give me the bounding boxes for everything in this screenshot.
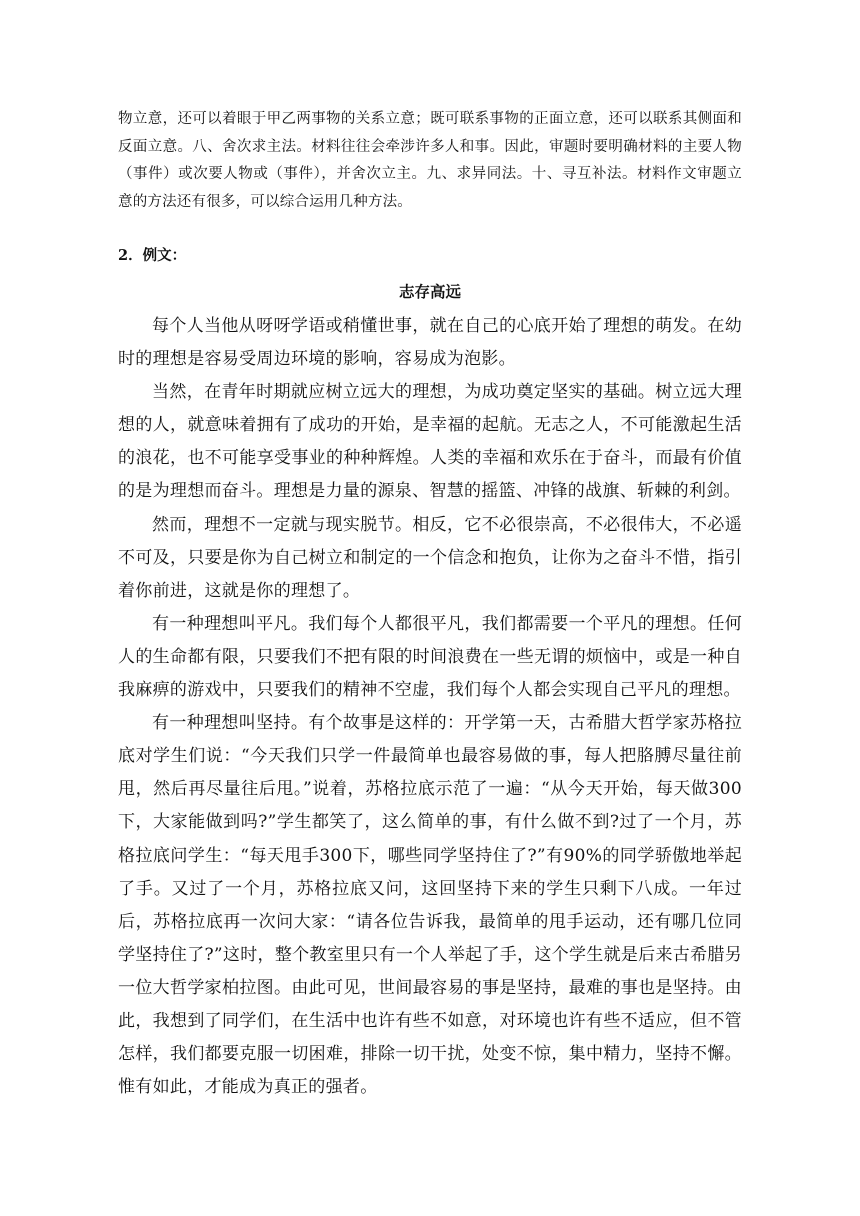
essay-paragraph-3: 然而，理想不一定就与现实脱节。相反，它不必很崇高，不必很伟大，不必遥不可及，只要是你为自己树立和制定的一个信念和抱负，让你为之奋斗不惜，指引着你前进，这就是你的理想了。 <box>118 514 742 601</box>
intro-paragraph: 物立意，还可以着眼于甲乙两事物的关系立意；既可联系事物的正面立意，还可以联系其侧面和反面立意。八、舍次求主法。材料往往会牵涉许多人和事。因此，审题时要明确材料的主要人物（事件）或次要人物或（事件），并舍次立主。九、求异同法。十、寻互补法。材料作文审题立意的方法还有很多，可以综合运用几种方法。 <box>118 111 742 210</box>
essay-body <box>118 310 742 1104</box>
essay-paragraph-5: 有一种理想叫坚持。有个故事是这样的：开学第一天，古希腊大哲学家苏格拉底对学生们说：“今天我们只学一件最简单也最容易做的事，每人把胳膊尽量往前甩，然后再尽量往后甩。”说着，苏格拉底示范了一遍：“从今天开始，每天做300下，大家能做到吗?”学生都笑了，这么简单的事，有什么做不到?过了一个月，苏格拉底问学生：“每天甩手300下，哪些同学坚持住了?”有90%的同学骄傲地举起了手。又过了一个月，苏格拉底又问，这回坚持下来的学生只剩下八成。一年过后，苏格拉底再一次问大家：“请各位告诉我，最简单的甩手运动，还有哪几位同学坚持住了?”这时，整个教室里只有一个人举起了手，这个学生就是后来古希腊另一位大哲学家柏拉图。由此可见，世间最容易的事是坚持，最难的事也是坚持。由此，我想到了同学们，在生活中也许有些不如意，对环境也许有些不适应，但不管怎样，我们都要克服一切困难，排除一切干扰，处变不惊，集中精力，坚持不懈。惟有如此，才能成为真正的强者。 <box>118 713 742 1098</box>
section-label: 2．例文： <box>118 247 187 264</box>
essay-paragraph-2: 当然，在青年时期就应树立远大的理想，为成功奠定坚实的基础。树立远大理想的人，就意味着拥有了成功的开始，是幸福的起航。无志之人，不可能激起生活的浪花，也不可能享受事业的种种辉煌。人类的幸福和欢乐在于奋斗，而最有价值的是为理想而奋斗。理想是力量的源泉、智慧的摇篮、冲锋的战旗、斩棘的利剑。 <box>118 382 742 502</box>
essay-paragraph-4: 有一种理想叫平凡。我们每个人都很平凡，我们都需要一个平凡的理想。任何人的生命都有限，只要我们不把有限的时间浪费在一些无谓的烦恼中，或是一种自我麻痹的游戏中，只要我们的精神不空虚，我们每个人都会实现自己平凡的理想。 <box>118 613 742 701</box>
essay-title: 志存高远 <box>398 283 461 301</box>
essay-paragraph-1: 每个人当他从呀呀学语或稍懂世事，就在自己的心底开始了理想的萌发。在幼时的理想是容易受周边环境的影响，容易成为泡影。 <box>118 316 742 370</box>
